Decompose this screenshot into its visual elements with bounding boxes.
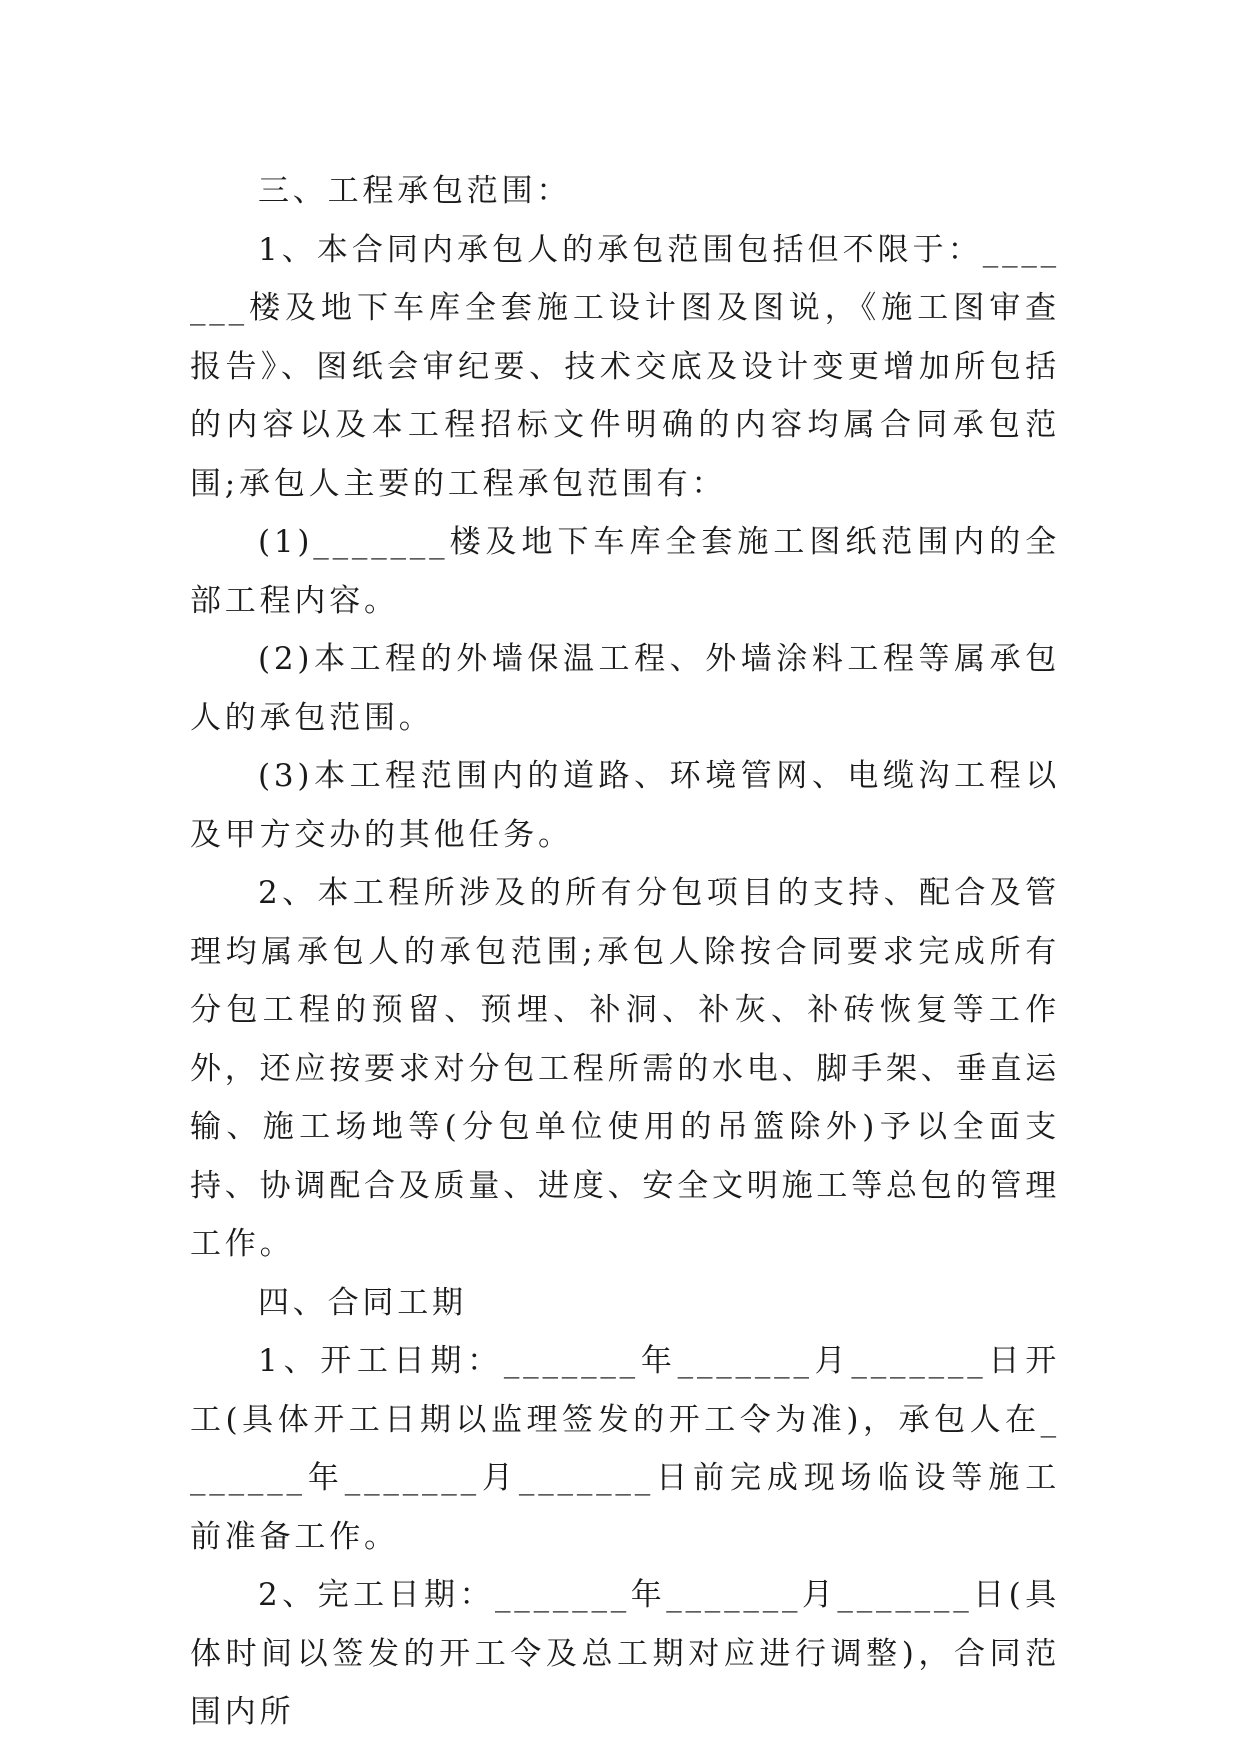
- clause-scope-1-item-1: (1)_______楼及地下车库全套施工图纸范围内的全部工程内容。: [190, 524, 1060, 619]
- clause-start-date: 1、开工日期：_______年_______月_______日开工(具体开工日期以监理签发的开工令为准)，承包人在_______年_______月_______日前完成现场临设等施工前准备工作。: [190, 1343, 1060, 1555]
- clause-scope-1: 1、本合同内承包人的承包范围包括但不限于：_______楼及地下车库全套施工设计图及图说，《施工图审查报告》、图纸会审纪要、技术交底及设计变更增加所包括的内容以及本工程招标文件明确的内容均属合同承包范围;承包人主要的工程承包范围有：: [190, 231, 1060, 502]
- clause-scope-1-item-2: (2)本工程的外墙保温工程、外墙涂料工程等属承包人的承包范围。: [190, 641, 1060, 736]
- section-heading-scope: 三、工程承包范围：: [258, 173, 572, 209]
- clause-scope-2: 2、本工程所涉及的所有分包项目的支持、配合及管理均属承包人的承包范围;承包人除按合同要求完成所有分包工程的预留、预埋、补洞、补灰、补砖恢复等工作外，还应按要求对分包工程所需的水电、脚手架、垂直运输、施工场地等(分包单位使用的吊篮除外)予以全面支持、协调配合及质量、进度、安全文明施工等总包的管理工作。: [190, 875, 1060, 1262]
- document-body: [190, 162, 1060, 1742]
- clause-scope-1-item-3: (3)本工程范围内的道路、环境管网、电缆沟工程以及甲方交办的其他任务。: [190, 758, 1060, 853]
- clause-completion-date: 2、完工日期：_______年_______月_______日(具体时间以签发的开工令及总工期对应进行调整)，合同范围内所: [190, 1577, 1060, 1730]
- section-heading-duration: 四、合同工期: [258, 1284, 467, 1321]
